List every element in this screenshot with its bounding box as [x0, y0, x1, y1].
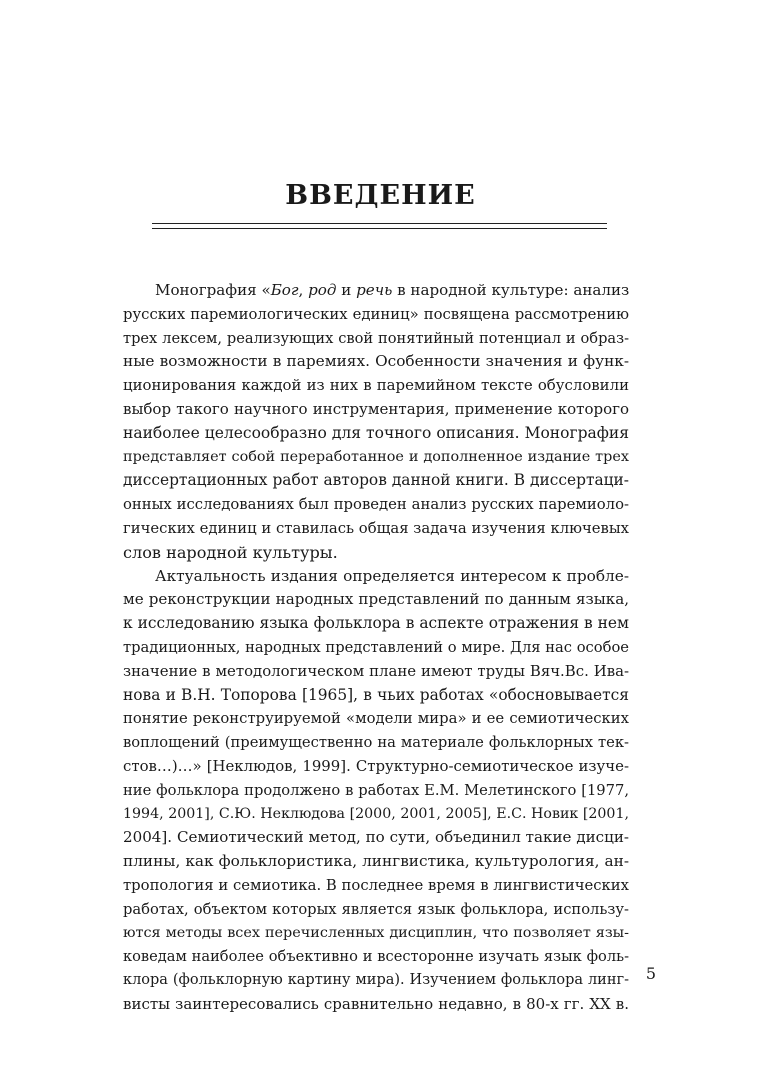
text-line: тропология и семиотика. В последнее время в лингвистических — [123, 876, 629, 894]
text-line: традиционных, народных представлений о мире. Для нас особое — [123, 638, 629, 656]
text-line: гических единиц и ставилась общая задача изучения ключевых — [123, 519, 629, 537]
body-text — [123, 279, 629, 1017]
text-line: ются методы всех перечисленных дисциплин, что позволяет язы- — [123, 924, 629, 941]
text-line: работах, объектом которых является язык фольклора, использу- — [123, 900, 629, 918]
text-line: диссертационных работ авторов данной книги. В диссертаци- — [123, 471, 629, 490]
text-line: плины, как фольклористика, лингвистика, культурология, ан- — [123, 852, 629, 871]
text-line: ме реконструкции народных представлений по данным языка, — [123, 590, 629, 609]
italic-word-bog: Бог — [270, 281, 299, 299]
text-line: значение в методологическом плане имеют труды Вяч.Вс. Ива- — [123, 661, 629, 680]
text-line: выбор такого научного инструментария, применение которого — [123, 399, 629, 418]
chapter-heading: ВВЕДЕНИЕ — [285, 180, 476, 211]
text-line: слов народной культуры. — [123, 542, 338, 562]
text-line: наиболее целесообразно для точного описания. Монография — [123, 423, 629, 442]
text-line: русских паремиологических единиц» посвящена рассмотрению — [123, 305, 629, 323]
heading-rule-bottom — [152, 228, 607, 229]
text-line: понятие реконструируемой «модели мира» и ее семиотических — [123, 710, 629, 728]
text-line-1: Монография «Бог, род и речь в народной культуре: анализ — [155, 281, 630, 299]
text-line: ционирования каждой из них в паремийном тексте обусловили — [123, 376, 629, 395]
text-line: 1994, 2001], С.Ю. Неклюдова [2000, 2001, 2005], Е.С. Новик [2001, — [123, 805, 629, 822]
text-line: воплощений (преимущественно на материале фольклорных тек- — [123, 734, 629, 752]
text-line: коведам наиболее объективно и всесторонне изучать язык фоль- — [123, 948, 629, 966]
page-number: 5 — [645, 964, 656, 983]
heading-rule-top — [152, 223, 607, 224]
text-line: онных исследованиях был проведен анализ русских паремиоло- — [123, 496, 629, 514]
text-line: 2004]. Семиотический метод, по сути, объединил такие дисци- — [123, 828, 629, 847]
text-line: стов…)…» [Неклюдов, 1999]. Структурно-семиотическое изуче- — [123, 756, 629, 775]
text-line: висты заинтересовались сравнительно недавно, в 80-х гг. XX в. — [123, 994, 629, 1013]
text-line: клора (фольклорную картину мира). Изучением фольклора линг- — [123, 972, 629, 989]
text-line: ные возможности в паремиях. Особенности значения и функ- — [123, 352, 629, 371]
text-line: Актуальность издания определяется интересом к пробле- — [155, 566, 629, 585]
text-line: трех лексем, реализующих свой понятийный потенциал и образ- — [123, 329, 629, 347]
italic-word-rech: речь — [356, 281, 393, 299]
text-line: представляет собой переработанное и дополненное издание трех — [123, 448, 629, 465]
text-line: к исследованию языка фольклора в аспекте отражения в нем — [123, 614, 629, 633]
text-line: нова и В.Н. Топорова [1965], в чьих работах «обосновывается — [123, 685, 629, 704]
italic-word-rod: род — [308, 281, 337, 299]
text-line: ние фольклора продолжено в работах Е.М. Мелетинского [1977, — [123, 781, 629, 799]
